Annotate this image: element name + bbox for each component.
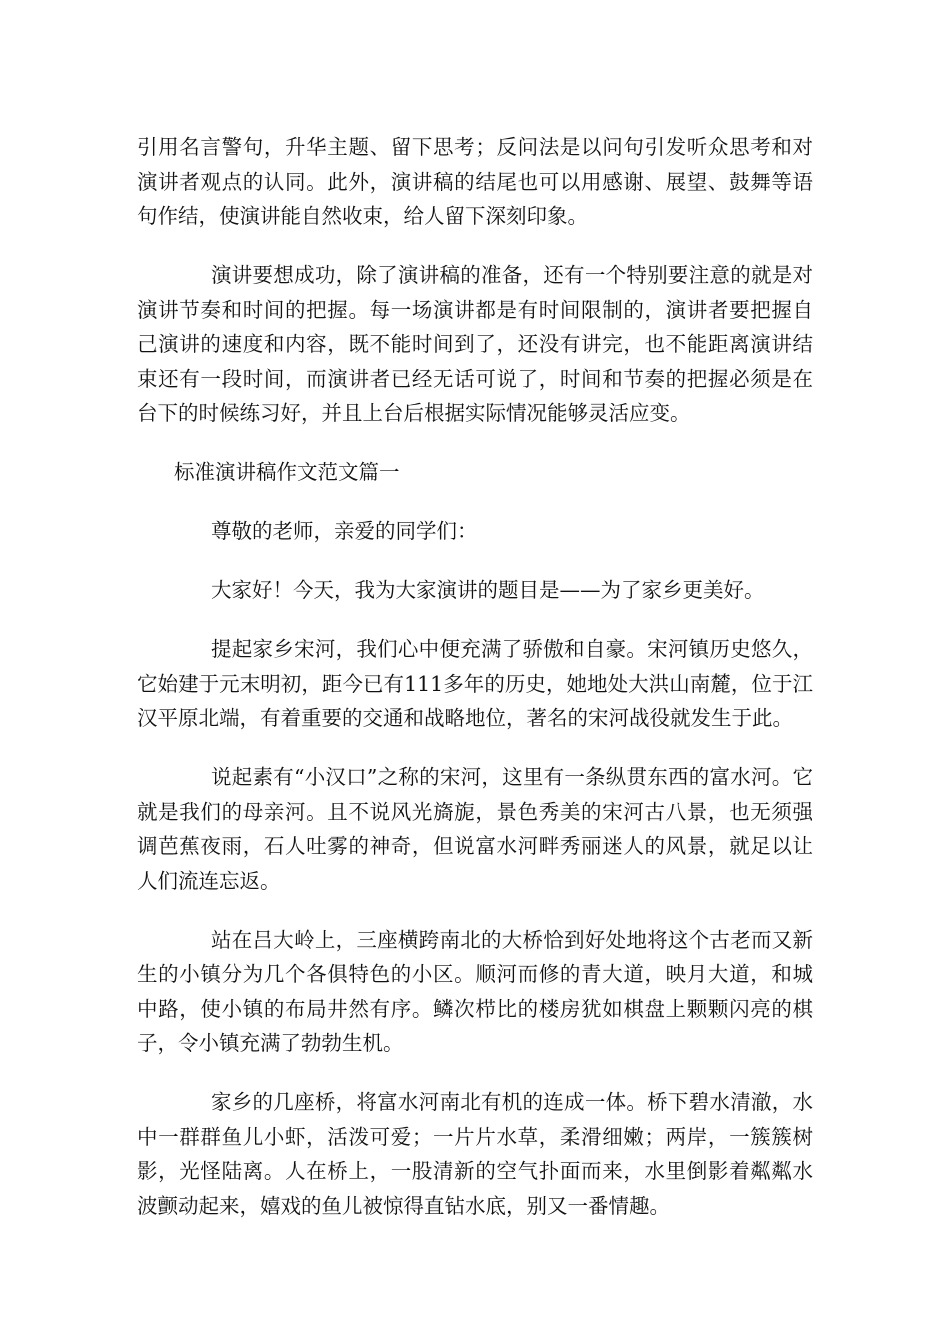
paragraph-bridges: 家乡的几座桥，将富水河南北有机的连成一体。桥下碧水清澈，水中一群群鱼儿小虾，活泼可爱；一片片水草，柔滑细嫩；两岸，一簇簇树影，光怪陆离。人在桥上，一股清新的空气扑面而来，水里倒影着粼粼水波颤动起来，嬉戏的鱼儿被惊得直钻水底，别又一番情趣。	[137, 1090, 813, 1218]
paragraph-salutation: 尊敬的老师，亲爱的同学们：	[211, 519, 478, 543]
document-body	[137, 130, 813, 1248]
section-heading: 标准演讲稿作文范文篇一	[174, 460, 400, 484]
paragraph-timing: 演讲要想成功，除了演讲稿的准备，还有一个特别要注意的就是对演讲节奏和时间的把握。每一场演讲都是有时间限制的，演讲者要把握自己演讲的速度和内容，既不能时间到了，还没有讲完，也不能距离演讲结束还有一段时间，而演讲者已经无话可说了，时间和节奏的把握必须是在台下的时候练习好，并且上台后根据实际情况能够灵活应变。	[137, 263, 813, 425]
paragraph-history: 提起家乡宋河，我们心中便充满了骄傲和自豪。宋河镇历史悠久，它始建于元末明初，距今已有111多年的历史，她地处大洪山南麓，位于江汉平原北端，有着重要的交通和战略地位，著名的宋河战役就发生于此。	[137, 637, 813, 730]
paragraph-river: 说起素有“小汉口”之称的宋河，这里有一条纵贯东西的富水河。它就是我们的母亲河。且不说风光旖旎，景色秀美的宋河古八景，也无须强调芭蕉夜雨，石人吐雾的神奇，但说富水河畔秀丽迷人的风景，就足以让人们流连忘返。	[137, 765, 813, 893]
paragraph-speech-ending: 引用名言警句，升华主题、留下思考；反问法是以问句引发听众思考和对演讲者观点的认同。此外，演讲稿的结尾也可以用感谢、展望、鼓舞等语句作结，使演讲能自然收束，给人留下深刻印象。	[137, 135, 813, 228]
paragraph-greeting: 大家好！今天，我为大家演讲的题目是——为了家乡更美好。	[211, 578, 765, 602]
paragraph-town-view: 站在吕大岭上，三座横跨南北的大桥恰到好处地将这个古老而又新生的小镇分为几个各俱特色的小区。顺河而修的青大道，映月大道，和城中路，使小镇的布局井然有序。鳞次栉比的楼房犹如棋盘上颗颗闪亮的棋子，令小镇充满了勃勃生机。	[137, 927, 813, 1055]
